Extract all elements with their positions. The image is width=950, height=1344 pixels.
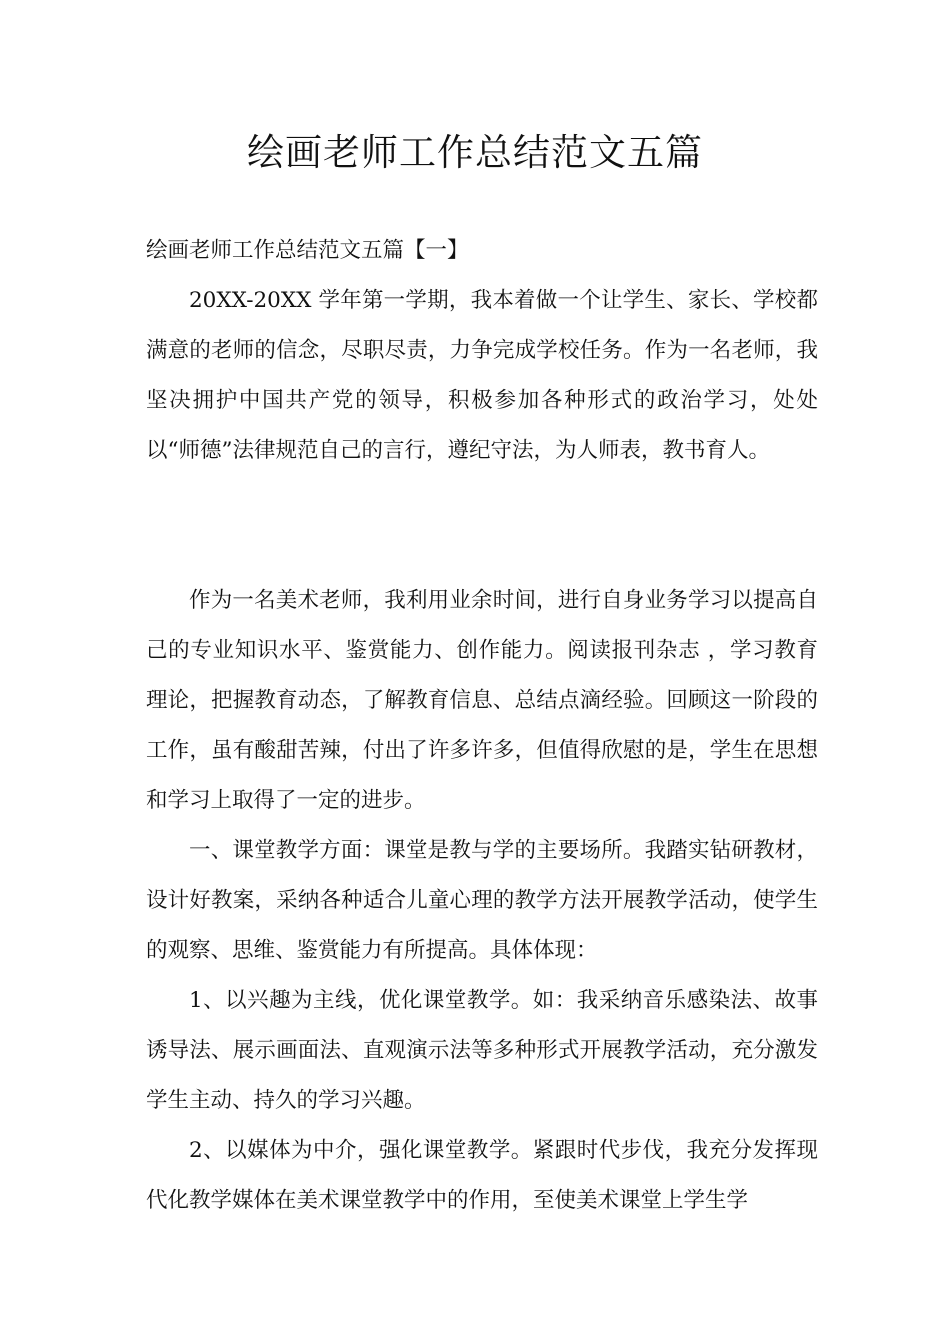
paragraph: 20XX-20XX 学年第一学期，我本着做一个让学生、家长、学校都满意的老师的信念，尽职尽责，力争完成学校任务。作为一名老师，我坚决拥护中国共产党的领导，积极参加各种形式的政治学习，处处以“师德”法律规范自己的言行，遵纪守法，为人师表，教书育人。	[146, 288, 818, 463]
paragraph: 作为一名美术老师，我利用业余时间，进行自身业务学习以提高自己的专业知识水平、鉴赏能力、创作能力。阅读报刊杂志 ，学习教育理论，把握教育动态，了解教育信息、总结点滴经验。回顾这一阶段的工作，虽有酸甜苦辣，付出了许多许多，但值得欣慰的是，学生在思想和学习上取得了一定的进步。	[146, 588, 818, 813]
document-title: 绘画老师工作总结范文五篇	[247, 131, 703, 174]
section-heading: 绘画老师工作总结范文五篇【一】	[146, 238, 469, 263]
paragraph: 一、课堂教学方面：课堂是教与学的主要场所。我踏实钻研教材，设计好教案，采纳各种适合儿童心理的教学方法开展教学活动，使学生的观察、思维、鉴赏能力有所提高。具体体现：	[146, 838, 818, 963]
paragraph: 1、以兴趣为主线，优化课堂教学。如：我采纳音乐感染法、故事诱导法、展示画面法、直观演示法等多种形式开展教学活动，充分激发学生主动、持久的学习兴趣。	[146, 988, 818, 1113]
paragraph: 2、以媒体为中介，强化课堂教学。紧跟时代步伐，我充分发挥现代化教学媒体在美术课堂教学中的作用，至使美术课堂上学生学	[146, 1138, 818, 1213]
